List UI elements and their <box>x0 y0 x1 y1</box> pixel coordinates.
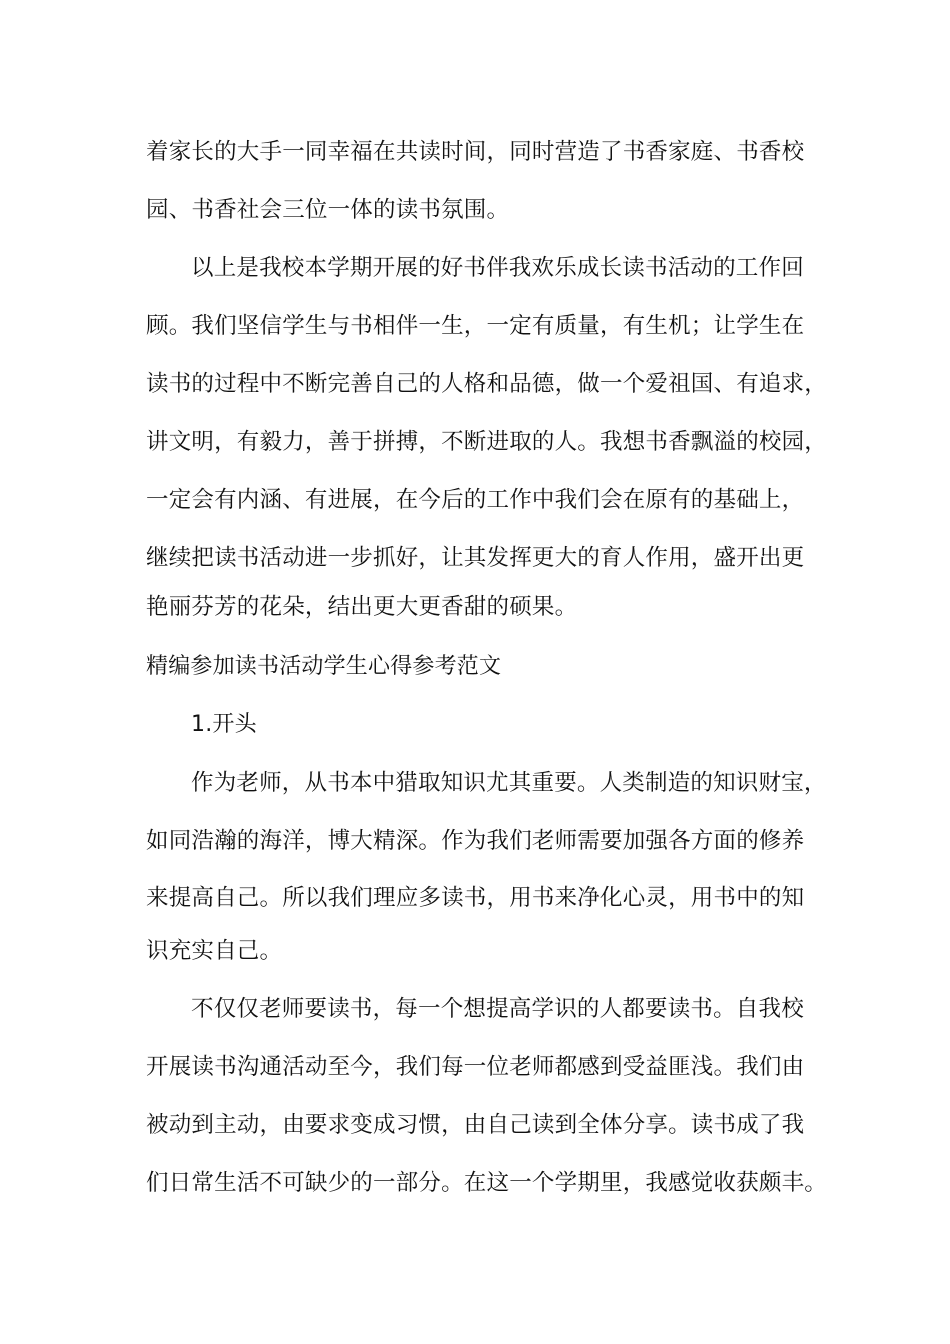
paragraph-line: 以上是我校本学期开展的好书伴我欢乐成长读书活动的工作回 <box>191 255 804 281</box>
paragraph-line: 被动到主动，由要求变成习惯，由自己读到全体分享。读书成了我 <box>146 1112 805 1138</box>
paragraph-line: 来提高自己。所以我们理应多读书，用书来净化心灵，用书中的知 <box>146 885 805 911</box>
paragraph-line: 不仅仅老师要读书，每一个想提高学识的人都要读书。自我校 <box>191 996 804 1022</box>
paragraph-line: 读书的过程中不断完善自己的人格和品德，做一个爱祖国、有追求， <box>146 371 828 397</box>
paragraph-line: 如同浩瀚的海洋，博大精深。作为我们老师需要加强各方面的修养 <box>146 828 805 854</box>
paragraph-line: 们日常生活不可缺少的一部分。在这一个学期里，我感觉收获颇丰。 <box>146 1170 828 1196</box>
paragraph-line: 作为老师，从书本中猎取知识尤其重要。人类制造的知识财宝， <box>191 770 827 796</box>
paragraph-line: 顾。我们坚信学生与书相伴一生，一定有质量，有生机；让学生在 <box>146 313 805 339</box>
section-heading: 1.开头 <box>191 712 257 737</box>
paragraph-line: 园、书香社会三位一体的读书氛围。 <box>146 197 510 223</box>
paragraph-line: 一定会有内涵、有进展，在今后的工作中我们会在原有的基础上， <box>146 487 805 513</box>
paragraph-line: 讲文明，有毅力，善于拼搏，不断进取的人。我想书香飘溢的校园， <box>146 429 828 455</box>
paragraph-line: 识充实自己。 <box>146 938 283 964</box>
paragraph-line: 开展读书沟通活动至今，我们每一位老师都感到受益匪浅。我们由 <box>146 1054 805 1080</box>
document-title: 精编参加读书活动学生心得参考范文 <box>146 654 502 679</box>
paragraph-line: 继续把读书活动进一步抓好，让其发挥更大的育人作用，盛开出更 <box>146 545 805 571</box>
paragraph-line: 着家长的大手一同幸福在共读时间，同时营造了书香家庭、书香校 <box>146 139 805 165</box>
paragraph-line: 艳丽芬芳的花朵，结出更大更香甜的硕果。 <box>146 594 578 620</box>
